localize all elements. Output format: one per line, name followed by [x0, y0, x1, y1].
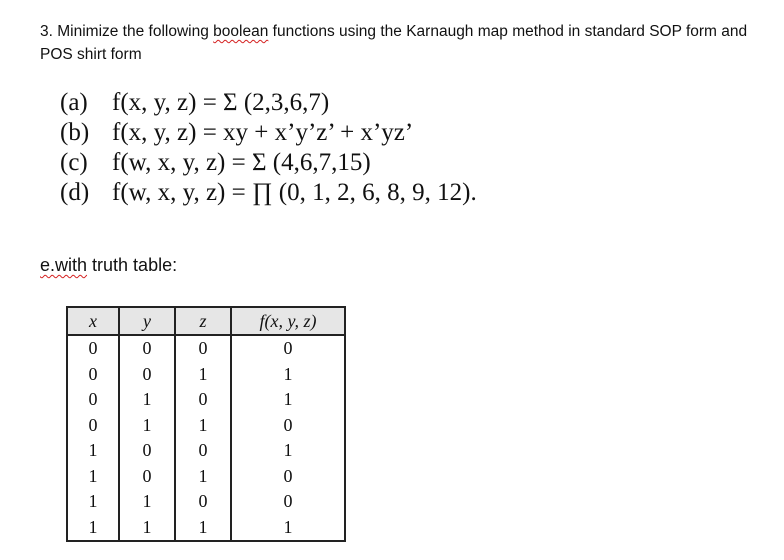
formula-b-label: (b) — [60, 119, 90, 146]
formula-d-label: (d) — [60, 179, 90, 206]
cell-z: 1 — [175, 515, 231, 542]
cell-z: 0 — [175, 489, 231, 515]
header-f: f(x, y, z) — [231, 307, 345, 335]
cell-z: 0 — [175, 387, 231, 413]
cell-f: 0 — [231, 335, 345, 362]
cell-y: 0 — [119, 464, 175, 490]
cell-f: 0 — [231, 489, 345, 515]
spellcheck-word-boolean: boolean — [213, 23, 269, 40]
table-row — [67, 387, 345, 413]
cell-x: 0 — [67, 413, 119, 439]
cell-y: 1 — [119, 489, 175, 515]
question-text-part2: functions using the Karnaugh map method in standard SOP form and POS shirt form — [40, 23, 748, 63]
table-row — [67, 413, 345, 439]
formula-a — [60, 88, 477, 118]
cell-z: 1 — [175, 413, 231, 439]
formula-list — [60, 88, 477, 208]
table-row — [67, 515, 345, 542]
part-e-rest: truth table: — [87, 255, 178, 275]
cell-y: 0 — [119, 438, 175, 464]
formula-b-expression: f(x, y, z) = xy + x’y’z’ + x’yz’ — [112, 119, 414, 146]
table-row — [67, 438, 345, 464]
formula-c-expression: f(w, x, y, z) = Σ (4,6,7,15) — [112, 149, 371, 176]
question-text — [40, 20, 780, 66]
question-text-part1: 3. Minimize the following — [40, 23, 214, 40]
truth-table-header-row — [67, 307, 345, 335]
cell-x: 1 — [67, 515, 119, 542]
table-row — [67, 335, 345, 362]
formula-c — [60, 148, 477, 178]
cell-f: 1 — [231, 362, 345, 388]
formula-d — [60, 178, 477, 208]
cell-y: 1 — [119, 387, 175, 413]
table-row — [67, 464, 345, 490]
formula-a-label: (a) — [60, 89, 88, 116]
cell-x: 0 — [67, 335, 119, 362]
cell-x: 1 — [67, 464, 119, 490]
header-x: x — [67, 307, 119, 335]
cell-z: 1 — [175, 362, 231, 388]
table-row — [67, 489, 345, 515]
cell-x: 1 — [67, 489, 119, 515]
cell-z: 0 — [175, 335, 231, 362]
cell-f: 0 — [231, 413, 345, 439]
cell-x: 1 — [67, 438, 119, 464]
cell-f: 1 — [231, 515, 345, 542]
header-z: z — [175, 307, 231, 335]
truth-table — [66, 306, 346, 542]
cell-x: 0 — [67, 362, 119, 388]
cell-y: 1 — [119, 515, 175, 542]
formula-a-expression: f(x, y, z) = Σ (2,3,6,7) — [112, 89, 330, 116]
cell-z: 0 — [175, 438, 231, 464]
cell-f: 1 — [231, 438, 345, 464]
header-y: y — [119, 307, 175, 335]
cell-y: 0 — [119, 362, 175, 388]
spellcheck-word-ewith: e.with — [40, 255, 88, 275]
table-row — [67, 362, 345, 388]
cell-y: 1 — [119, 413, 175, 439]
part-e-heading — [40, 255, 177, 276]
formula-d-expression: f(w, x, y, z) = ∏ (0, 1, 2, 6, 8, 9, 12). — [112, 179, 477, 206]
cell-f: 1 — [231, 387, 345, 413]
cell-f: 0 — [231, 464, 345, 490]
formula-b — [60, 118, 477, 148]
cell-y: 0 — [119, 335, 175, 362]
cell-x: 0 — [67, 387, 119, 413]
formula-c-label: (c) — [60, 149, 88, 176]
cell-z: 1 — [175, 464, 231, 490]
